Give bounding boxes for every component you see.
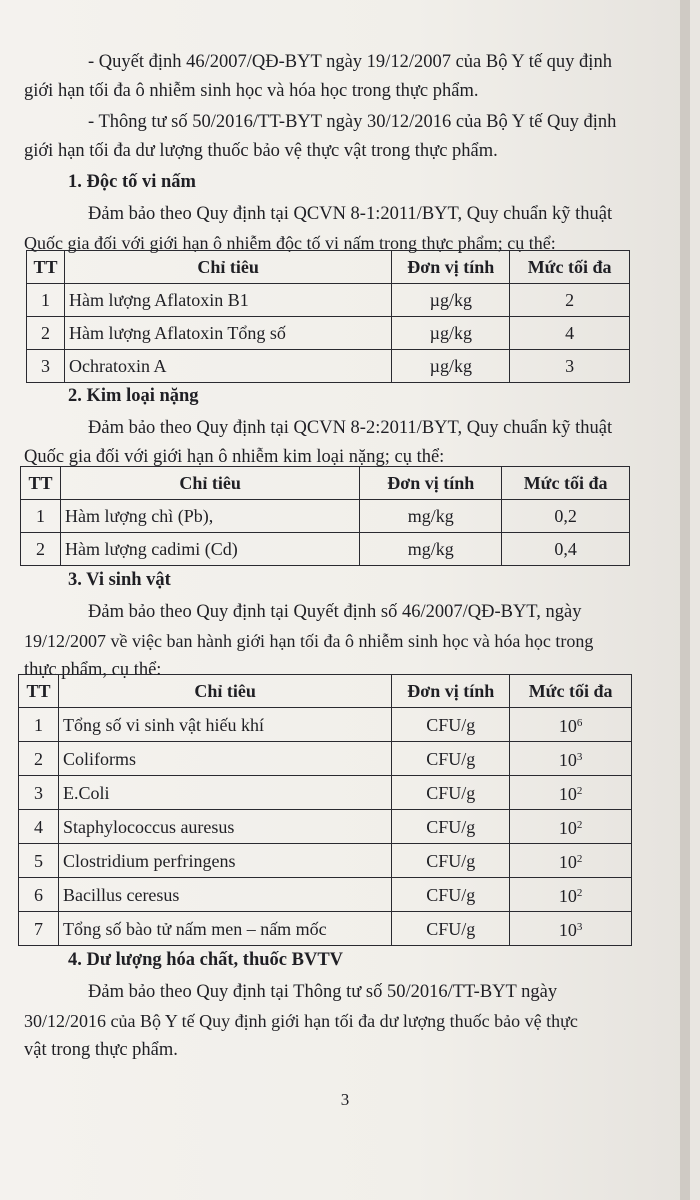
header-tt: TT <box>27 251 65 284</box>
cell-max <box>510 912 632 946</box>
section4-line2: 30/12/2016 của Bộ Y tế Quy định giới hạn tối đa dư lượng thuốc bảo vệ thực <box>24 1011 578 1031</box>
section2-heading: 2. Kim loại nặng <box>68 386 199 406</box>
table-row <box>19 878 632 912</box>
cell-tt: 1 <box>19 708 59 742</box>
cell-max <box>510 742 632 776</box>
intro-item2-line1: - Thông tư số 50/2016/TT-BYT ngày 30/12/2016 của Bộ Y tế Quy định <box>88 112 617 132</box>
cell-name: Ochratoxin A <box>64 350 391 383</box>
header-tt: TT <box>19 675 59 708</box>
table-row <box>19 810 632 844</box>
table-row <box>19 844 632 878</box>
cell-max <box>510 844 632 878</box>
cell-unit: CFU/g <box>392 844 510 878</box>
section4-line1: Đảm bảo theo Quy định tại Thông tư số 50/2016/TT-BYT ngày <box>88 982 558 1002</box>
cell-unit: mg/kg <box>360 500 502 533</box>
cell-name: Hàm lượng cadimi (Cd) <box>60 533 359 566</box>
table-row <box>19 708 632 742</box>
max-base: 10 <box>558 920 577 940</box>
max-exponent: 2 <box>576 785 583 797</box>
cell-tt: 3 <box>27 350 65 383</box>
microbe-table <box>18 674 632 946</box>
header-max: Mức tối đa <box>502 467 630 500</box>
table-row <box>19 742 632 776</box>
cell-tt: 1 <box>21 500 61 533</box>
section2-line1: Đảm bảo theo Quy định tại QCVN 8-2:2011/BYT, Quy chuẩn kỹ thuật <box>88 418 613 438</box>
cell-tt: 6 <box>19 878 59 912</box>
section4-line3: vật trong thực phẩm. <box>24 1040 178 1060</box>
intro-item1-line2: giới hạn tối đa ô nhiễm sinh học và hóa học trong thực phẩm. <box>24 81 479 101</box>
cell-unit: CFU/g <box>392 912 510 946</box>
section3-line3: thực phẩm, cụ thể: <box>24 660 162 680</box>
table-header-row <box>21 467 630 500</box>
table-header-row <box>19 675 632 708</box>
header-unit: Đơn vị tính <box>392 251 510 284</box>
max-exponent: 3 <box>576 751 583 763</box>
cell-unit: µg/kg <box>392 317 510 350</box>
page-edge <box>680 0 690 1200</box>
cell-max: 3 <box>510 350 630 383</box>
max-exponent: 6 <box>576 717 583 729</box>
section3-heading: 3. Vi sinh vật <box>68 570 171 590</box>
section3-line2: 19/12/2007 về việc ban hành giới hạn tối đa ô nhiễm sinh học và hóa học trong <box>24 631 594 651</box>
table-row <box>27 317 630 350</box>
cell-name: Clostridium perfringens <box>58 844 391 878</box>
header-max: Mức tối đa <box>510 251 630 284</box>
section3-paragraph <box>24 598 650 685</box>
cell-unit: mg/kg <box>360 533 502 566</box>
header-criterion: Chỉ tiêu <box>64 251 391 284</box>
header-unit: Đơn vị tính <box>360 467 502 500</box>
section1-line1: Đảm bảo theo Quy định tại QCVN 8-1:2011/BYT, Quy chuẩn kỹ thuật <box>88 204 613 224</box>
cell-max <box>510 776 632 810</box>
cell-name: Coliforms <box>58 742 391 776</box>
max-base: 10 <box>558 784 577 804</box>
mycotoxin-table <box>26 250 630 383</box>
cell-max: 0,2 <box>502 500 630 533</box>
cell-name: Tổng số bào tử nấm men – nấm mốc <box>58 912 391 946</box>
page-number: 3 <box>340 1090 350 1109</box>
max-base: 10 <box>558 750 577 770</box>
cell-name: Hàm lượng Aflatoxin Tổng số <box>64 317 391 350</box>
section3-line1: Đảm bảo theo Quy định tại Quyết định số 46/2007/QĐ-BYT, ngày <box>88 602 582 622</box>
cell-name: E.Coli <box>58 776 391 810</box>
cell-tt: 2 <box>19 742 59 776</box>
table-row <box>19 912 632 946</box>
table-row <box>27 284 630 317</box>
table-row <box>19 776 632 810</box>
cell-tt: 5 <box>19 844 59 878</box>
table-row <box>21 500 630 533</box>
cell-unit: CFU/g <box>392 810 510 844</box>
header-criterion: Chỉ tiêu <box>60 467 359 500</box>
intro-item1-line1: - Quyết định 46/2007/QĐ-BYT ngày 19/12/2007 của Bộ Y tế quy định <box>88 52 612 72</box>
cell-tt: 2 <box>27 317 65 350</box>
cell-max <box>510 878 632 912</box>
section2-paragraph <box>24 414 650 472</box>
intro-block <box>24 48 650 166</box>
cell-max <box>510 708 632 742</box>
cell-max: 4 <box>510 317 630 350</box>
max-base: 10 <box>558 818 577 838</box>
cell-max <box>510 810 632 844</box>
cell-tt: 3 <box>19 776 59 810</box>
max-exponent: 2 <box>576 819 583 831</box>
section2-line2: Quốc gia đối với giới hạn ô nhiễm kim loại nặng; cụ thể: <box>24 447 445 467</box>
cell-unit: CFU/g <box>392 708 510 742</box>
header-unit: Đơn vị tính <box>392 675 510 708</box>
section4-heading: 4. Dư lượng hóa chất, thuốc BVTV <box>68 950 344 970</box>
table-row <box>27 350 630 383</box>
cell-name: Tổng số vi sinh vật hiếu khí <box>58 708 391 742</box>
cell-max: 2 <box>510 284 630 317</box>
cell-tt: 4 <box>19 810 59 844</box>
cell-unit: µg/kg <box>392 284 510 317</box>
cell-unit: µg/kg <box>392 350 510 383</box>
heavy-metal-table <box>20 466 630 566</box>
max-exponent: 2 <box>576 887 583 899</box>
max-exponent: 3 <box>576 921 583 933</box>
cell-max: 0,4 <box>502 533 630 566</box>
cell-tt: 7 <box>19 912 59 946</box>
table-row <box>21 533 630 566</box>
section1-heading: 1. Độc tố vi nấm <box>68 172 196 192</box>
cell-name: Bacillus ceresus <box>58 878 391 912</box>
cell-unit: CFU/g <box>392 878 510 912</box>
max-base: 10 <box>558 716 577 736</box>
cell-name: Hàm lượng chì (Pb), <box>60 500 359 533</box>
header-tt: TT <box>21 467 61 500</box>
max-base: 10 <box>558 886 577 906</box>
header-criterion: Chỉ tiêu <box>58 675 391 708</box>
cell-name: Staphylococcus auresus <box>58 810 391 844</box>
section1-line2: Quốc gia đối với giới hạn ô nhiễm độc tố vi nấm trong thực phẩm; cụ thể: <box>24 233 556 253</box>
intro-item2-line2: giới hạn tối đa dư lượng thuốc bảo vệ thực vật trong thực phẩm. <box>24 141 498 161</box>
table-header-row <box>27 251 630 284</box>
cell-unit: CFU/g <box>392 742 510 776</box>
section4-paragraph <box>24 978 650 1065</box>
cell-name: Hàm lượng Aflatoxin B1 <box>64 284 391 317</box>
max-base: 10 <box>558 852 577 872</box>
cell-tt: 2 <box>21 533 61 566</box>
header-max: Mức tối đa <box>510 675 632 708</box>
max-exponent: 2 <box>576 853 583 865</box>
cell-unit: CFU/g <box>392 776 510 810</box>
cell-tt: 1 <box>27 284 65 317</box>
